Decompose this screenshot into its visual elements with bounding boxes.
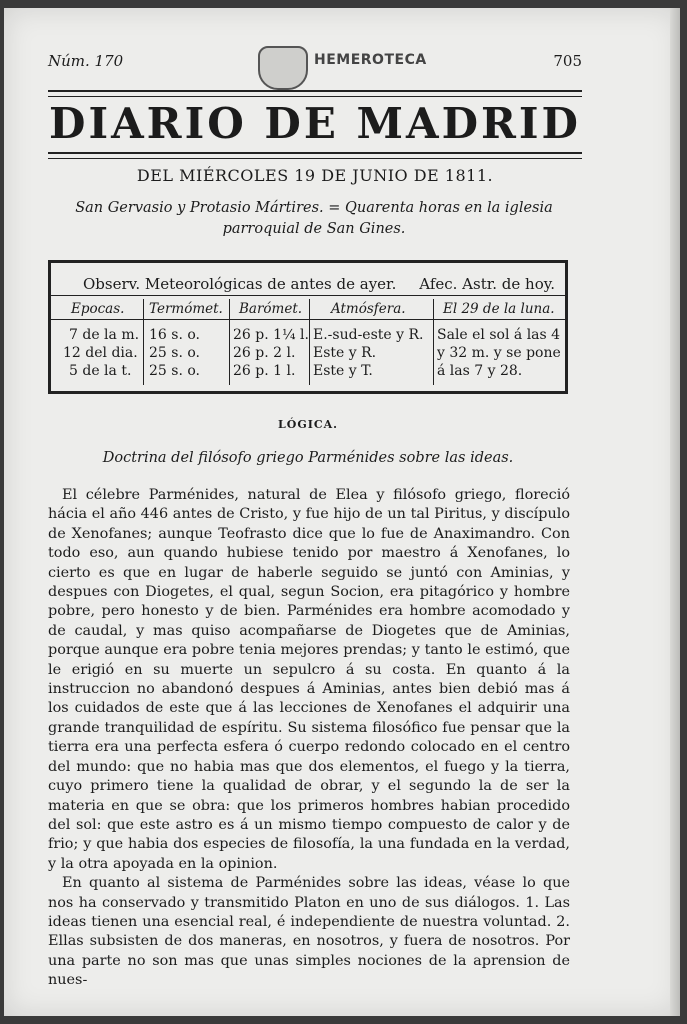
crest-icon — [258, 46, 308, 90]
astro-cell: y 32 m. y se pone — [437, 345, 561, 361]
column-header: Epocas. — [71, 301, 125, 317]
table-row — [51, 345, 565, 365]
column-header: Barómet. — [239, 301, 303, 317]
page-edge — [670, 8, 680, 1016]
atmosphere-cell: E.-sud-este y R. — [313, 327, 424, 343]
thermometer-cell: 25 s. o. — [149, 363, 200, 379]
barometer-cell: 26 p. 1¼ l. — [233, 327, 309, 343]
meteorological-table — [48, 260, 568, 394]
atmosphere-cell: Este y R. — [313, 345, 377, 361]
observations-heading: Observ. Meteorológicas de antes de ayer. — [83, 275, 397, 293]
article-body — [48, 486, 570, 991]
atmosphere-cell: Este y T. — [313, 363, 373, 379]
dateline: DEL MIÉRCOLES 19 DE JUNIO DE 1811. — [136, 166, 494, 185]
barometer-cell: 26 p. 1 l. — [233, 363, 296, 379]
newspaper-page — [4, 8, 680, 1016]
section-title: LÓGICA. — [278, 418, 338, 431]
column-header: Termómet. — [149, 301, 223, 317]
epoch-cell: 5 de la t. — [69, 363, 132, 379]
thermometer-cell: 25 s. o. — [149, 345, 200, 361]
table-row — [51, 327, 565, 347]
table-header — [51, 271, 565, 296]
masthead-top — [48, 52, 582, 74]
astro-cell: á las 7 y 28. — [437, 363, 523, 379]
astro-cell: Sale el sol á las 4 — [437, 327, 561, 343]
saints-of-the-day — [64, 198, 564, 240]
article-title: Doctrina del filósofo griego Parménides sobre las ideas. — [102, 450, 514, 466]
library-stamp — [258, 46, 458, 86]
top-rule — [48, 90, 582, 97]
stamp-text: HEMEROTECA — [314, 52, 427, 68]
epoch-cell: 12 del dia. — [63, 345, 138, 361]
saints-line: San Gervasio y Protasio Mártires. = Quarenta horas en la iglesia — [75, 200, 553, 216]
paragraph: El célebre Parménides, natural de Elea y filósofo griego, floreció hácia el año 446 antes de Cristo, y fue hijo de un tal Piritus, y discípulo de Xenofanes; aunque Teofrasto dice que lo fue de Anaximandro. Con todo eso, aun quando hubiese tenido por maestro á Xenofanes, lo cierto es que en lugar de haberle seguido se juntó con Aminias, y despues con Diogetes, el qual, segun Socion, era pitagórico y hombre pobre, pero honesto y de bien. Parménides era hombre acomodado y de caudal, y mas quiso acompañarse de Diogetes que de Aminias, porque aunque era pobre tenia mejores prendas; y tanto le estimó, que le erigió en su muerte un sepulcro á su costa. En quanto á la instruccion no abandonó despues á Aminias, antes bien debió mas á los cuidados de este que á las lecciones de Xenofanes el adquirir una grande tranquilidad de espíritu. Su sistema filosófico fue pensar que la tierra era una perfecta esfera ó cuerpo redondo colocado en el centro del mundo: que no habia mas que dos elementos, el fuego y la tierra, cuyo primero tiene la qualidad de obrar, y el segundo la de ser la materia en que se obra: que los primeros hombres habian procedido del sol: que este astro es á un mismo tiempo compuesto de calor y de frio; y que habia dos especies de filosofía, la una fundada en la verdad, y la otra apoyada en la opinion. — [48, 487, 570, 872]
barometer-cell: 26 p. 2 l. — [233, 345, 296, 361]
page-number: 705 — [553, 52, 582, 70]
astro-heading: Afec. Astr. de hoy. — [419, 275, 555, 293]
issue-number: Núm. 170 — [48, 52, 124, 70]
column-header: Atmósfera. — [331, 301, 406, 317]
saints-line: parroquial de San Gines. — [222, 221, 406, 237]
newspaper-title: DIARIO DE MADRID — [49, 99, 581, 148]
thermometer-cell: 16 s. o. — [149, 327, 200, 343]
header-underline — [51, 319, 565, 320]
title-rule — [48, 152, 582, 159]
paragraph: En quanto al sistema de Parménides sobre las ideas, véase lo que nos ha conservado y transmitido Platon en uno de sus diálogos. 1. Las ideas tienen una esencial real, é independiente de nuestra voluntad. 2. Ellas subsisten de dos maneras, en nosotros, y fuera de nosotros. Por una parte no son mas que unas simples nociones de la aprension de nues- — [48, 875, 570, 989]
epoch-cell: 7 de la m. — [69, 327, 140, 343]
table-row — [51, 363, 565, 383]
column-header: El 29 de la luna. — [443, 301, 555, 317]
